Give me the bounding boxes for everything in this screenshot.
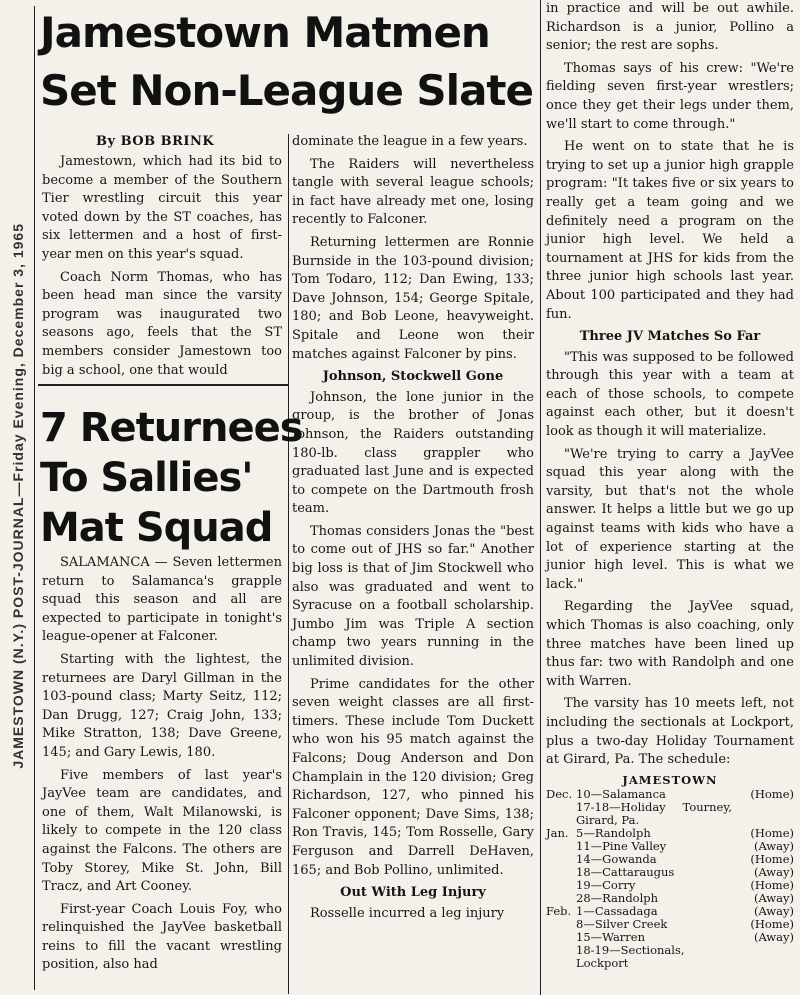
schedule-month xyxy=(546,866,576,879)
schedule-venue: (Away) xyxy=(754,864,794,879)
schedule-month: Dec. xyxy=(546,786,573,801)
schedule-month xyxy=(546,801,576,827)
subhead: Three JV Matches So Far xyxy=(579,329,761,345)
schedule-event: 10—Salamanca xyxy=(576,786,666,801)
paragraph: Regarding the JayVee squad, which Thomas is also coaching, only three matches have been lined up thus far: two with Randolph and one with Warren. xyxy=(546,599,794,689)
schedule-venue: (Home) xyxy=(750,851,794,866)
schedule-event: 18—Cattaraugus xyxy=(576,864,675,879)
schedule-event: 1—Cassadaga xyxy=(576,903,658,918)
schedule-month xyxy=(546,892,576,905)
paragraph: "We're trying to carry a JayVee squad this year along with the varsity, but that's not the whole answer. It helps a little but we go up against teams with kids who have a lot of experience starting at the junior high level. This is what we lack." xyxy=(546,446,794,592)
schedule-event: 8—Silver Creek xyxy=(576,916,668,931)
paragraph: Jamestown, which had its bid to become a member of the Southern Tier wrestling circuit this year voted down by the ST coaches, has six lettermen and a host of first-year men on this year's squad. xyxy=(42,154,282,262)
subhead: Out With Leg Injury xyxy=(340,885,486,901)
paragraph: He went on to state that he is trying to set up a junior high grapple program: "It takes five or six years to really get a team going and we definitely need a program on the junior high level. We held a tournament at JHS for kids from the three junior high schools last year. About 100 participated and they had fun. xyxy=(546,139,794,322)
schedule-venue: (Away) xyxy=(754,890,794,905)
story2-headline-line1: 7 Returnees xyxy=(40,405,303,451)
subhead: Johnson, Stockwell Gone xyxy=(322,369,504,385)
story-divider xyxy=(38,384,288,386)
schedule-event: 11—Pine Valley xyxy=(576,838,667,853)
paragraph: "This was supposed to be followed through this year with a team at each of those schools, to compete against each other, but it doesn't look as though it will materialize. xyxy=(546,349,794,440)
schedule-table xyxy=(546,774,794,970)
schedule-month: Feb. xyxy=(546,903,572,918)
schedule-row xyxy=(546,866,794,879)
paragraph: SALAMANCA — Seven lettermen return to Salamanca's grapple squad this season and all are expected to participate in tonight's league-opener at Falconer. xyxy=(42,555,282,645)
schedule-row xyxy=(546,905,794,918)
schedule-event: 28—Randolph xyxy=(576,890,659,905)
column-rule-1 xyxy=(34,6,35,990)
schedule-venue xyxy=(732,944,794,970)
story1-column2 xyxy=(292,133,534,927)
schedule-month: Jan. xyxy=(546,825,569,840)
schedule-venue: (Home) xyxy=(750,786,794,801)
paragraph: Johnson, the lone junior in the group, is the brother of Jonas Johnson, the Raiders outstanding 180-lb. class grappler who graduated last June and is expected to compete on the Dartmouth frosh team. xyxy=(292,389,534,517)
schedule-row xyxy=(546,840,794,853)
paragraph: The Raiders will nevertheless tangle with several league schools; in fact have already met one, losing recently to Falconer. xyxy=(292,156,534,228)
schedule-row xyxy=(546,853,794,866)
schedule-row xyxy=(546,879,794,892)
schedule-row xyxy=(546,892,794,905)
column-rule-2 xyxy=(540,0,541,995)
story1-headline-line1: Jamestown Matmen xyxy=(40,8,490,57)
schedule-title: JAMESTOWN xyxy=(622,772,718,787)
schedule-month xyxy=(546,918,576,931)
paragraph: Rosselle incurred a leg injury xyxy=(310,905,505,921)
paragraph: First-year Coach Louis Foy, who relinquished the JayVee basketball reins to fill the vacant wrestling position, also had xyxy=(42,901,282,973)
story1-headline-line2: Set Non-League Slate xyxy=(40,66,533,115)
paragraph: Five members of last year's JayVee team are candidates, and one of them, Walt Milanowski, is likely to compete in the 120 class against the Falcons. The others are Toby Storey, Mike St. John, Bill Tracz, and Art Cooney. xyxy=(42,767,282,895)
byline: By BOB BRINK xyxy=(96,134,215,149)
schedule-row xyxy=(546,931,794,944)
schedule-venue xyxy=(732,801,794,827)
paragraph: dominate the league in a few years. xyxy=(292,134,528,149)
schedule-venue: (Home) xyxy=(750,877,794,892)
schedule-event: 5—Randolph xyxy=(576,825,651,840)
schedule-month xyxy=(546,931,576,944)
schedule-month xyxy=(546,879,576,892)
schedule-event: 19—Corry xyxy=(576,877,636,892)
column-rule-3 xyxy=(288,134,289,994)
story2-headline-line3: Mat Squad xyxy=(40,505,273,551)
schedule-row xyxy=(546,788,794,801)
paragraph: Prime candidates for the other seven weight classes are all first-timers. These include Tom Duckett who won his 95 match against the Falcons; Doug Anderson and Don Champlain in the 120 division; Greg Richardson, 127, who pinned his Falconer opponent; Dave Sims, 138; Ron Travis, 145; Tom Rosselle, Gary Ferguson and Darrell DeHaven, 165; and Bob Pollino, unlimited. xyxy=(292,676,534,878)
schedule-event: 14—Gowanda xyxy=(576,851,657,866)
schedule-venue: (Away) xyxy=(754,838,794,853)
schedule-month xyxy=(546,840,576,853)
schedule-row xyxy=(546,801,794,827)
paragraph: The varsity has 10 meets left, not including the sectionals at Lockport, plus a two-day Holiday Tournament at Girard, Pa. The schedule: xyxy=(546,696,794,768)
schedule-venue: (Away) xyxy=(754,903,794,918)
schedule-month xyxy=(546,853,576,866)
paragraph: Returning lettermen are Ronnie Burnside in the 103-pound division; Tom Todaro, 112; Dan Ewing, 133; Dave Johnson, 154; George Spitale, 180; and Bob Leone, heavyweight. Spitale and Leone won their matches against Falconer by pins. xyxy=(292,234,534,362)
schedule-event: 15—Warren xyxy=(576,929,646,944)
story1-column3 xyxy=(546,0,794,970)
schedule-month xyxy=(546,944,576,970)
schedule-row xyxy=(546,918,794,931)
story1-column1 xyxy=(42,153,282,384)
story2-headline-line2: To Sallies' xyxy=(40,455,253,501)
paragraph: in practice and will be out awhile. Richardson is a junior, Pollino a senior; the rest are sophs. xyxy=(546,1,794,54)
schedule-venue: (Home) xyxy=(750,916,794,931)
paragraph: Starting with the lightest, the returnees are Daryl Gillman in the 103-pound class; Marty Seitz, 112; Dan Drugg, 127; Craig John, 133; Mike Stratton, 138; Dave Greene, 145; and Gary Lewis, 180. xyxy=(42,651,282,760)
schedule-venue: (Home) xyxy=(750,825,794,840)
paragraph: Coach Norm Thomas, who has been head man since the varsity program was inaugurated two seasons ago, feels that the ST members consider Jamestown too big a school, one that would xyxy=(42,269,282,378)
dateline: JAMESTOWN (N.Y.) POST-JOURNAL—Friday Evening, December 3, 1965 xyxy=(10,223,26,769)
schedule-row xyxy=(546,827,794,840)
paragraph: Thomas says of his crew: "We're fielding seven first-year wrestlers; once they get their legs under them, we'll start to come through." xyxy=(546,60,794,132)
schedule-event: 17-18—Holiday Tourney, Girard, Pa. xyxy=(576,799,732,827)
schedule-event: 18-19—Sectionals, Lockport xyxy=(576,942,685,970)
story2-column xyxy=(42,554,282,979)
paragraph: Thomas considers Jonas the "best to come out of JHS so far." Another big loss is that of Jim Stockwell who also was graduated and went to Syracuse on a football scholarship. Jumbo Jim was Triple A section champ two years running in the unlimited division. xyxy=(292,523,534,670)
schedule-row xyxy=(546,944,794,970)
schedule-venue: (Away) xyxy=(754,929,794,944)
